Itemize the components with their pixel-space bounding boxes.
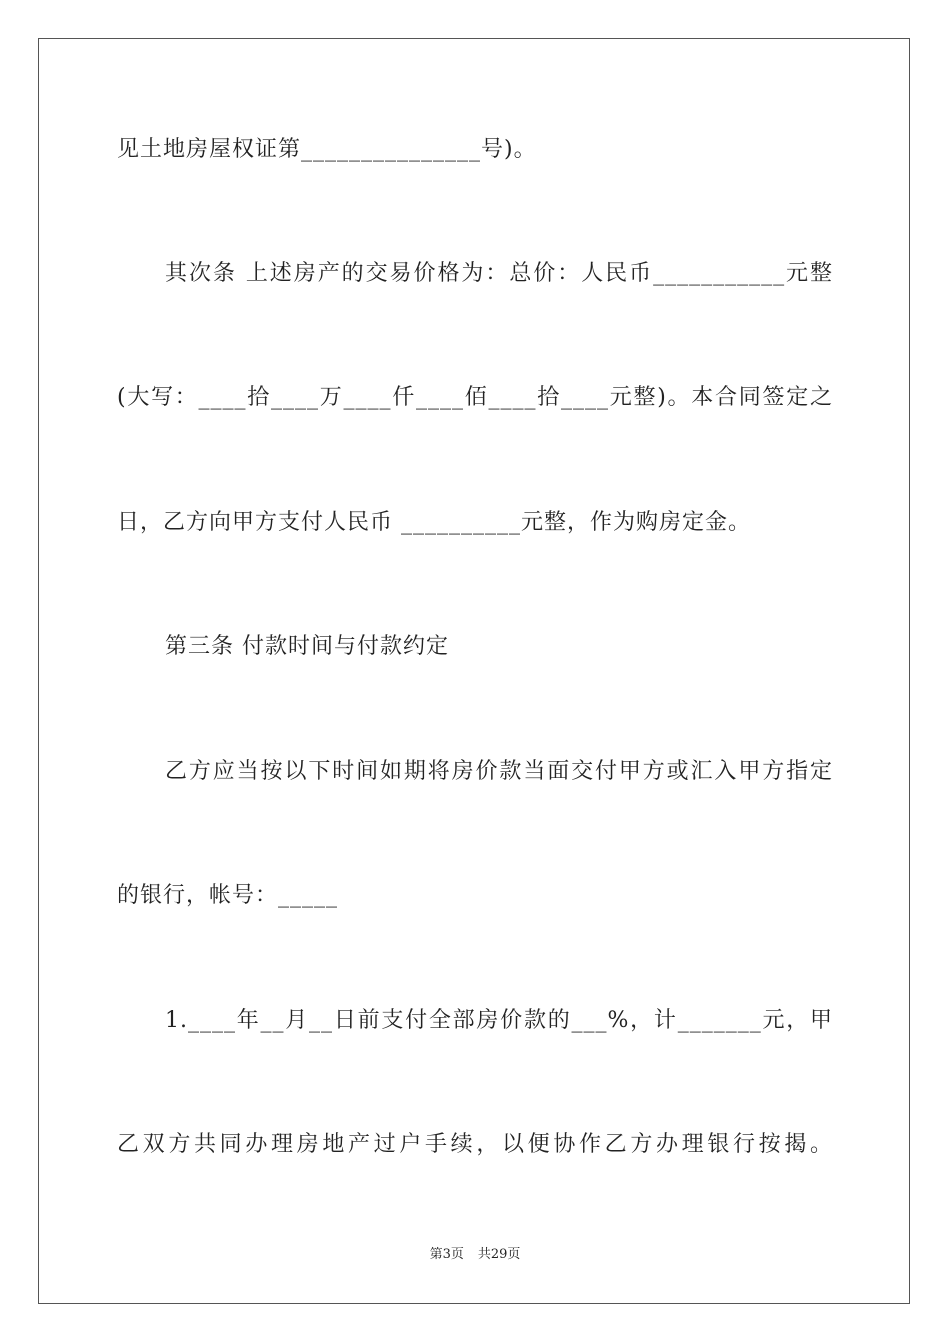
- paragraph-line-9: 乙双方共同办理房地产过户手续，以便协作乙方办理银行按揭。: [117, 1132, 833, 1157]
- section-heading: 第三条 付款时间与付款约定: [165, 634, 449, 659]
- paragraph-line-7: 的银行，帐号：_____: [117, 883, 339, 908]
- paragraph-line-4: 日，乙方向甲方支付人民币 __________元整，作为购房定金。: [117, 510, 751, 535]
- paragraph-line-6: 乙方应当按以下时间如期将房价款当面交付甲方或汇入甲方指定: [165, 759, 833, 784]
- paragraph-line-1: 见土地房屋权证第_______________号)。: [117, 137, 537, 162]
- paragraph-line-2: 其次条 上述房产的交易价格为：总价：人民币___________元整: [165, 261, 833, 286]
- page-frame: [38, 38, 910, 1304]
- page-footer: [0, 1247, 950, 1263]
- page-total: 共29页: [477, 1247, 521, 1262]
- page-number: 第3页: [429, 1247, 464, 1262]
- paragraph-line-3: (大写：____拾____万____仟____佰____拾____元整)。本合同签定之: [117, 385, 833, 410]
- paragraph-line-8: 1.____年__月__日前支付全部房价款的___%，计_______元，甲: [165, 1008, 833, 1033]
